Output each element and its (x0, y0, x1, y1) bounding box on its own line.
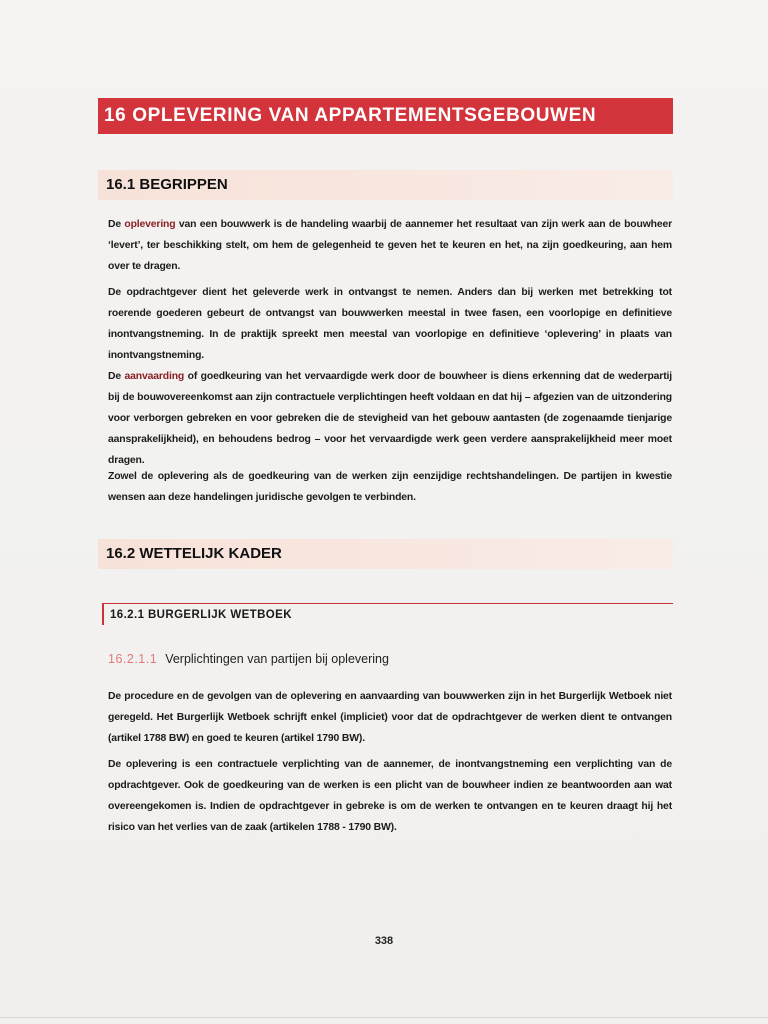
paragraph-oplevering: De oplevering van een bouwwerk is de handeling waarbij de aannemer het resultaat van zijn werk aan de bouwheer ‘levert’, ter beschikking stelt, om hem de gelegenheid te geven het te keuren en het, na zijn goedkeuring, aan hem over te dragen. (108, 219, 672, 272)
paragraph-contractuele-verplichting: De oplevering is een contractuele verplichting van de aannemer, de inontvangstneming een verplichting van de opdrachtgever. Ook de goedkeuring van de werken is een plicht van de bouwheer indien ze beantwoorden aan wat overeengekomen is. Indien de opdrachtgever in gebreke is om de werken te ontvangen en te keuren draagt hij het risico van het verlies van de zaak (artikelen 1788 - 1790 BW). (108, 759, 672, 833)
section-title-begrippen: 16.1 BEGRIPPEN (98, 170, 673, 200)
subsubsection-heading (108, 652, 389, 666)
chapter-title: 16 OPLEVERING VAN APPARTEMENTSGEBOUWEN (98, 98, 673, 134)
paragraph-aanvaarding: De aanvaarding of goedkeuring van het vervaardigde werk door de bouwheer is diens erkenning dat de wederpartij bij de bouwovereenkomst aan zijn contractuele verplichtingen heeft voldaan en dat hij – afgezien van de uitzondering voor verborgen gebreken en voor gebreken die de stevigheid van het gebouw aantasten (de zogenaamde tienjarige aansprakelijkheid), en behoudens bedrog – voor het vervaardigde werk geen verdere aansprakelijkheid meer moet dragen. (108, 371, 672, 466)
bold-term-oplevering: oplevering (124, 219, 176, 230)
page-number: 338 (374, 935, 394, 947)
paragraph-opdrachtgever: De opdrachtgever dient het geleverde werk in ontvangst te nemen. Anders dan bij werken met betrekking tot roerende goederen gebeurt de ontvangst van bouwwerken meestal in twee fasen, een voorlopige en definitieve inontvangstneming. In de praktijk spreekt men meestal van voorlopige en definitieve ‘oplevering’ in plaats van inontvangstneming. (108, 287, 672, 361)
paragraph-eenzijdige-rechtshandelingen: Zowel de oplevering als de goedkeuring van de werken zijn eenzijdige rechtshandelingen. De partijen in kwestie wensen aan deze handelingen juridische gevolgen te verbinden. (108, 471, 672, 503)
bold-term-aanvaarding: aanvaarding (124, 371, 185, 382)
subsubsection-title: Verplichtingen van partijen bij oplevering (165, 652, 389, 666)
subsubsection-number: 16.2.1.1 (108, 652, 158, 666)
scan-edge-divider (0, 1017, 768, 1018)
subsection-title-burgerlijk-wetboek: 16.2.1 BURGERLIJK WETBOEK (102, 603, 673, 625)
paragraph-procedure: De procedure en de gevolgen van de oplevering en aanvaarding van bouwwerken zijn in het Burgerlijk Wetboek niet geregeld. Het Burgerlijk Wetboek schrijft enkel (impliciet) voor dat de opdrachtgever de werken dient te ontvangen (artikel 1788 BW) en goed te keuren (artikel 1790 BW). (108, 691, 672, 744)
section-title-wettelijk-kader: 16.2 WETTELIJK KADER (98, 539, 673, 569)
